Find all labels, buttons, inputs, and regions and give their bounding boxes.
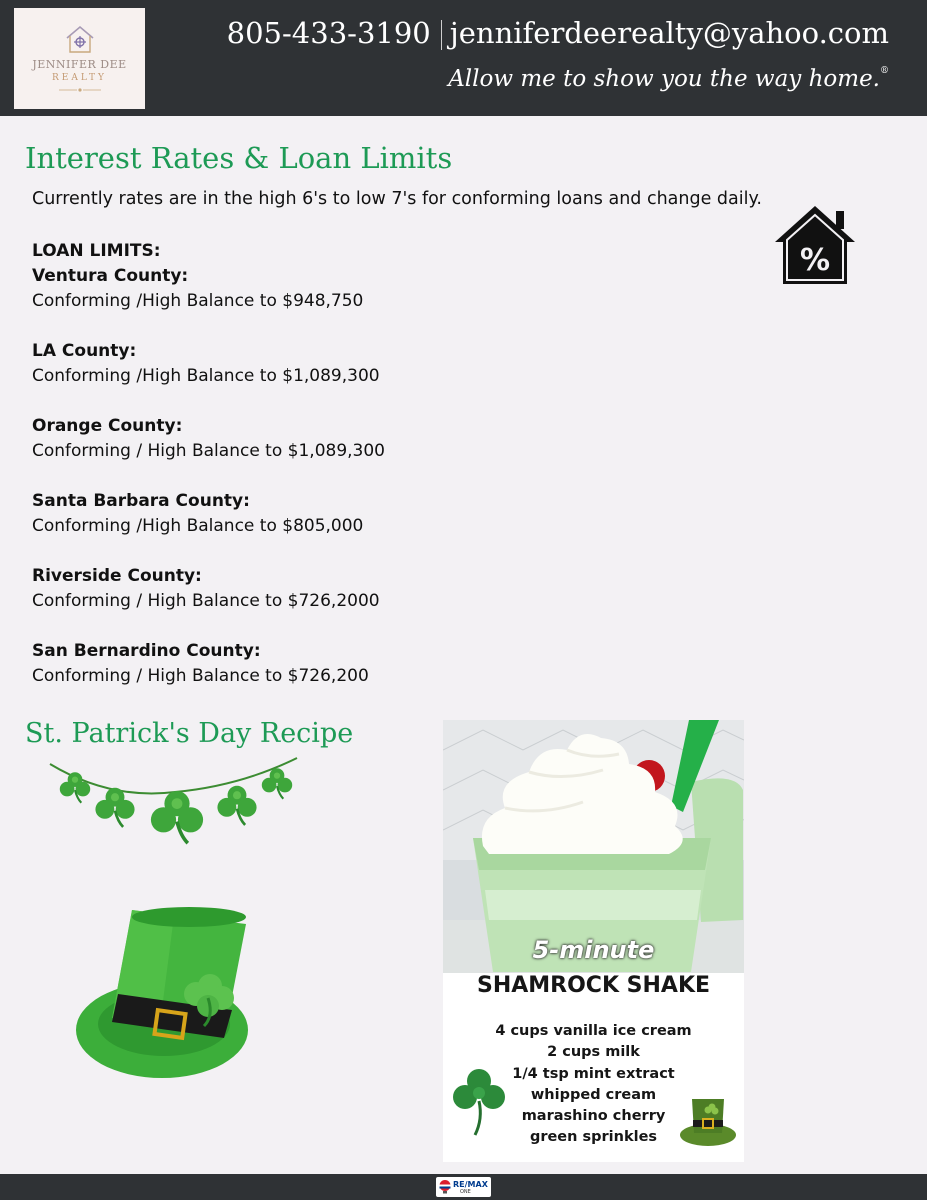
shamrock-icon bbox=[451, 1065, 507, 1137]
logo-house-icon bbox=[64, 24, 96, 54]
contact-divider bbox=[441, 20, 442, 50]
contact-line bbox=[227, 16, 889, 50]
header-bar bbox=[0, 0, 927, 116]
ingredient-item: 4 cups vanilla ice cream bbox=[495, 1023, 692, 1039]
footer-bar bbox=[0, 1174, 927, 1200]
county-riverside bbox=[32, 564, 380, 614]
ingredient-item: 1/4 tsp mint extract bbox=[512, 1065, 675, 1082]
county-name: San Bernardino County: bbox=[32, 641, 261, 661]
ingredient-item: whipped cream bbox=[530, 1086, 657, 1103]
county-name: Ventura County: bbox=[32, 266, 189, 286]
county-orange bbox=[32, 414, 385, 464]
email-address[interactable]: jenniferdeerealty@yahoo.com bbox=[449, 16, 889, 50]
shamrock-garland-icon bbox=[45, 752, 305, 858]
logo-ornament bbox=[59, 88, 101, 92]
county-name: Santa Barbara County: bbox=[32, 491, 250, 511]
county-limit: Conforming /High Balance to $1,089,300 bbox=[32, 366, 380, 386]
svg-text:%: % bbox=[799, 243, 831, 278]
county-name: LA County: bbox=[32, 341, 137, 361]
county-limit: Conforming /High Balance to $805,000 bbox=[32, 516, 364, 536]
ingredient-item: 2 cups milk bbox=[547, 1044, 640, 1061]
rates-heading: Interest Rates & Loan Limits bbox=[25, 141, 453, 175]
company-logo[interactable] bbox=[14, 8, 145, 109]
ingredient-item: green sprinkles bbox=[529, 1129, 658, 1146]
balloon-icon bbox=[439, 1180, 451, 1194]
county-limit: Conforming / High Balance to $726,2000 bbox=[32, 591, 380, 611]
logo-subtitle: REALTY bbox=[51, 73, 108, 83]
remax-office: ONE bbox=[460, 1189, 471, 1195]
loan-limits-label: LOAN LIMITS: bbox=[32, 241, 161, 261]
county-name: Orange County: bbox=[32, 416, 183, 436]
remax-brand: RE/MAX bbox=[453, 1180, 488, 1189]
shake-badge: 5-minute bbox=[532, 936, 655, 964]
recipe-heading: St. Patrick's Day Recipe bbox=[25, 718, 354, 749]
county-la bbox=[32, 339, 380, 389]
tagline bbox=[448, 66, 889, 92]
shake-title: SHAMROCK SHAKE bbox=[476, 973, 711, 998]
leprechaun-hat-icon bbox=[74, 898, 254, 1086]
leprechaun-hat-small-icon bbox=[678, 1093, 738, 1147]
county-limit: Conforming /High Balance to $948,750 bbox=[32, 291, 364, 311]
rates-intro: Currently rates are in the high 6's to low 7's for conforming loans and change daily. bbox=[32, 189, 762, 209]
registered-mark: ® bbox=[880, 66, 889, 76]
shamrock-shake-card bbox=[443, 720, 744, 1162]
county-santa-barbara bbox=[32, 489, 363, 539]
county-name: Riverside County: bbox=[32, 566, 202, 586]
remax-logo[interactable] bbox=[436, 1177, 491, 1197]
county-san-bernardino bbox=[32, 639, 369, 689]
logo-name: JENNIFER DEE bbox=[32, 58, 127, 71]
county-ventura bbox=[32, 264, 363, 314]
tagline-text: Allow me to show you the way home. bbox=[448, 66, 880, 92]
house-percent-icon bbox=[772, 203, 858, 287]
ingredient-item: marashino cherry bbox=[521, 1108, 666, 1125]
county-limit: Conforming / High Balance to $726,200 bbox=[32, 666, 369, 686]
phone-number[interactable]: 805-433-3190 bbox=[226, 16, 431, 50]
county-limit: Conforming / High Balance to $1,089,300 bbox=[32, 441, 385, 461]
